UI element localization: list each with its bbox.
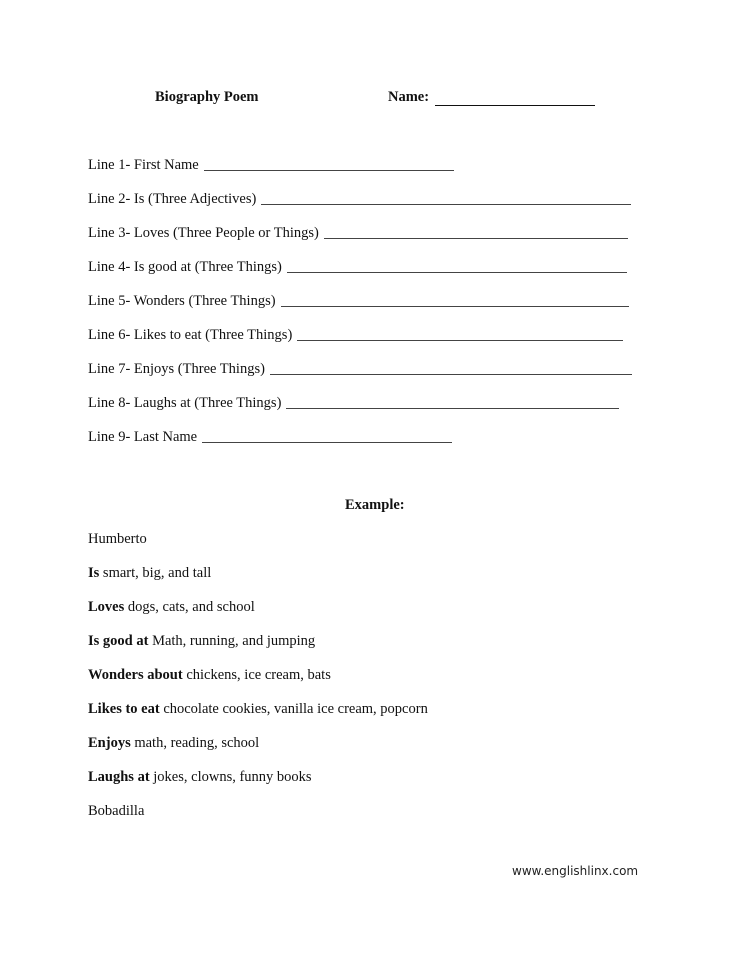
poem-line-2[interactable]: [88, 191, 631, 208]
answer-blank[interactable]: [287, 272, 627, 273]
example-text: chocolate cookies, vanilla ice cream, popcorn: [159, 701, 428, 717]
poem-line-3[interactable]: [88, 225, 628, 242]
example-text: math, reading, school: [130, 735, 260, 751]
answer-blank[interactable]: [270, 374, 632, 375]
example-line: [88, 803, 144, 820]
line-label: Line 6- Likes to eat (Three Things): [88, 327, 293, 343]
answer-blank[interactable]: [202, 442, 452, 443]
line-label: Line 4- Is good at (Three Things): [88, 259, 282, 275]
name-blank[interactable]: [435, 91, 595, 106]
line-label: Line 7- Enjoys (Three Things): [88, 361, 265, 377]
example-line: [88, 531, 147, 548]
example-text: Math, running, and jumping: [148, 633, 316, 649]
line-label: Line 3- Loves (Three People or Things): [88, 225, 319, 241]
answer-blank[interactable]: [261, 204, 631, 205]
example-text: smart, big, and tall: [99, 565, 212, 581]
example-line: [88, 701, 428, 718]
footer-url: www.englishlinx.com: [512, 864, 639, 878]
example-keyword: Enjoys: [88, 735, 131, 751]
example-text: dogs, cats, and school: [124, 599, 255, 615]
worksheet-title: Biography Poem: [155, 89, 259, 105]
example-line: [88, 667, 331, 684]
example-text: chickens, ice cream, bats: [182, 667, 331, 683]
example-heading: Example:: [345, 497, 405, 513]
example-line: [88, 633, 315, 650]
poem-line-8[interactable]: [88, 395, 619, 412]
example-line: [88, 599, 255, 616]
poem-line-9[interactable]: [88, 429, 452, 446]
example-line: [88, 565, 211, 582]
example-text: jokes, clowns, funny books: [149, 769, 312, 785]
line-label: Line 5- Wonders (Three Things): [88, 293, 276, 309]
poem-line-6[interactable]: [88, 327, 623, 344]
line-label: Line 8- Laughs at (Three Things): [88, 395, 282, 411]
name-label: Name:: [388, 89, 430, 105]
answer-blank[interactable]: [286, 408, 619, 409]
example-line: [88, 735, 259, 752]
name-field[interactable]: [388, 89, 595, 106]
poem-line-4[interactable]: [88, 259, 627, 276]
example-keyword: Loves: [88, 599, 125, 615]
poem-line-5[interactable]: [88, 293, 629, 310]
example-keyword: Wonders about: [88, 667, 183, 683]
line-label: Line 9- Last Name: [88, 429, 198, 445]
answer-blank[interactable]: [281, 306, 629, 307]
answer-blank[interactable]: [297, 340, 623, 341]
answer-blank[interactable]: [324, 238, 628, 239]
example-line: [88, 769, 312, 786]
poem-line-1[interactable]: [88, 157, 454, 174]
answer-blank[interactable]: [204, 170, 454, 171]
example-text: Humberto: [88, 531, 147, 547]
example-keyword: Likes to eat: [88, 701, 160, 717]
example-keyword: Is: [88, 565, 100, 581]
line-label: Line 2- Is (Three Adjectives): [88, 191, 257, 207]
line-label: Line 1- First Name: [88, 157, 199, 173]
example-text: Bobadilla: [88, 803, 145, 819]
poem-line-7[interactable]: [88, 361, 632, 378]
example-keyword: Is good at: [88, 633, 149, 649]
example-keyword: Laughs at: [88, 769, 150, 785]
